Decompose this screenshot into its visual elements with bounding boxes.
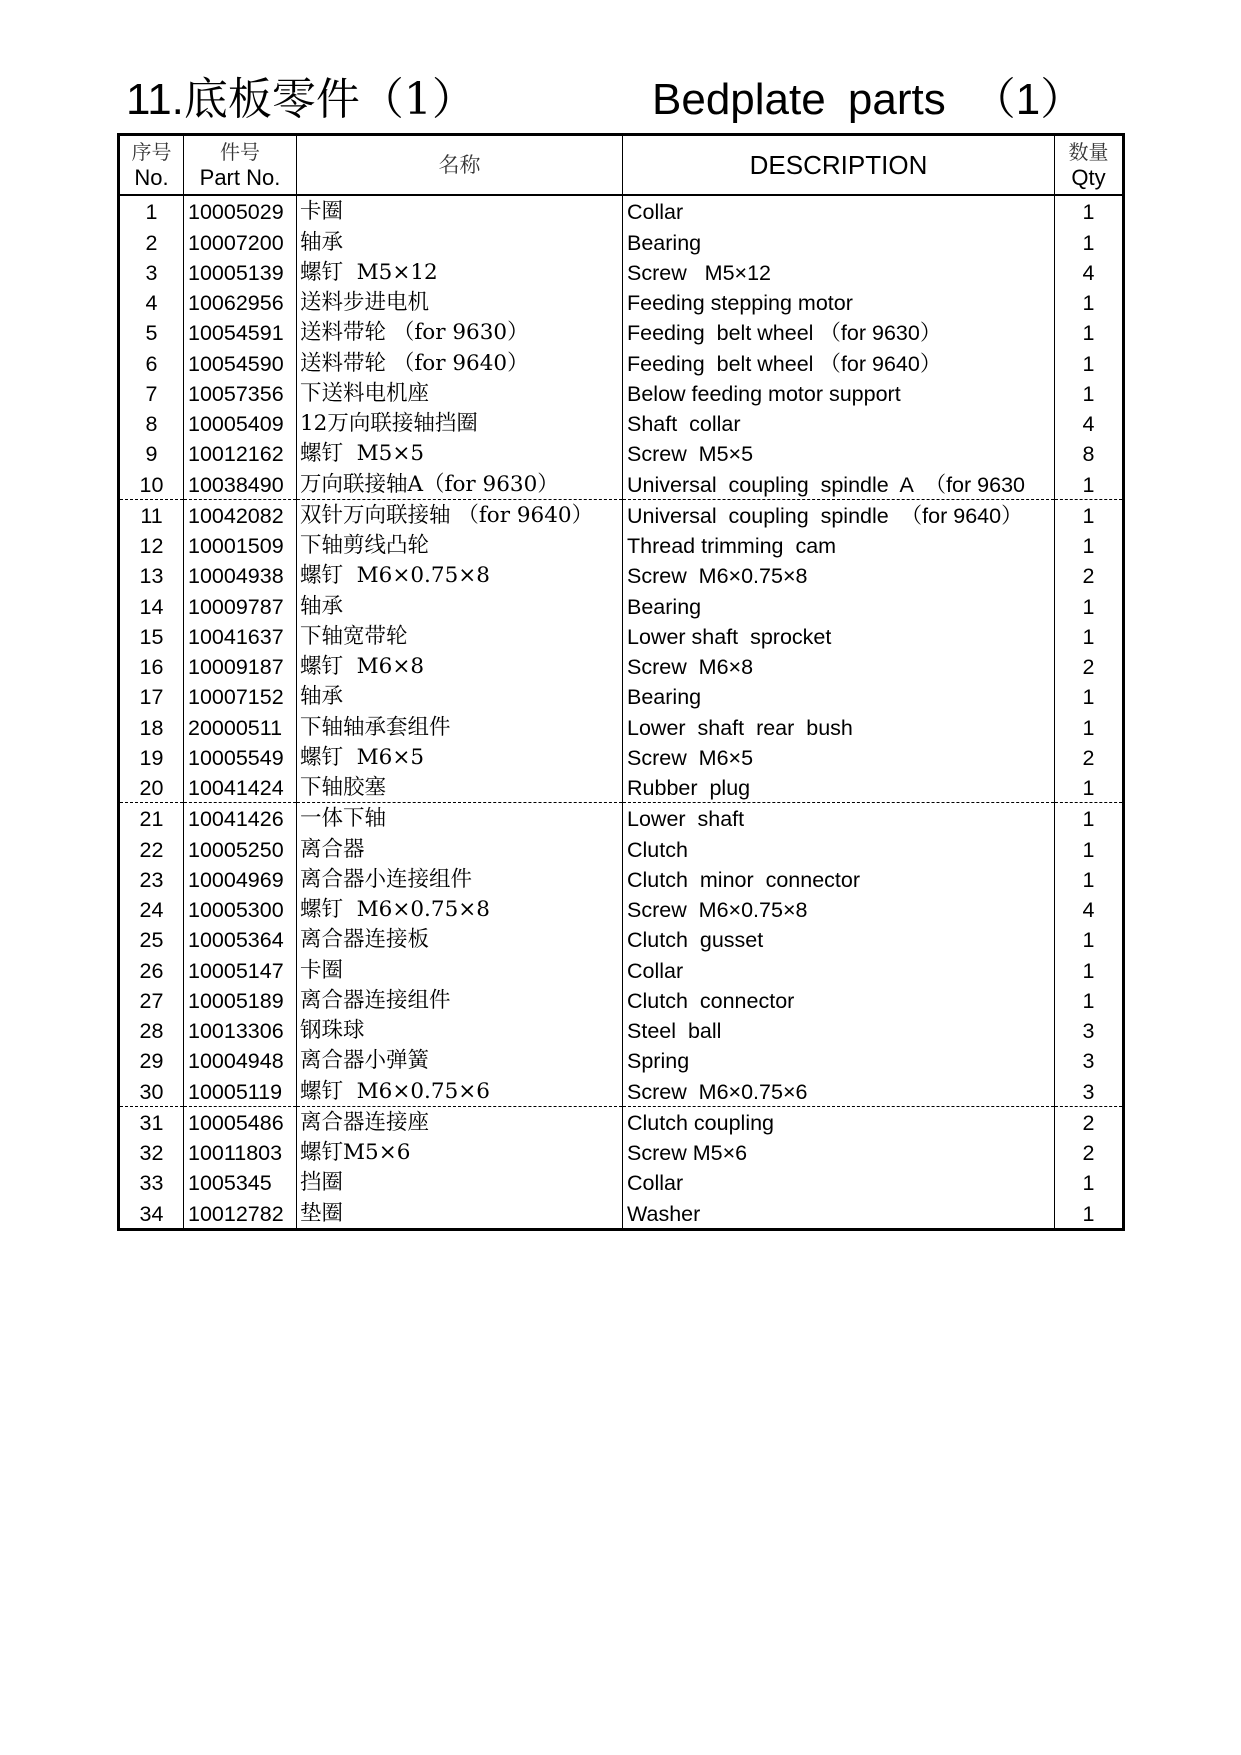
part-number: 10062956 — [184, 287, 297, 317]
row-number: 33 — [119, 1167, 184, 1197]
part-number: 10005119 — [184, 1075, 297, 1106]
description: Screw M5×5 — [623, 438, 1055, 468]
part-number: 10012782 — [184, 1197, 297, 1229]
part-number: 10005250 — [184, 833, 297, 863]
description: Bearing — [623, 226, 1055, 256]
part-number: 10054590 — [184, 347, 297, 377]
part-number: 10007152 — [184, 681, 297, 711]
row-number: 15 — [119, 621, 184, 651]
quantity: 1 — [1055, 378, 1124, 408]
description: Collar — [623, 195, 1055, 226]
part-number: 10007200 — [184, 226, 297, 256]
quantity: 1 — [1055, 681, 1124, 711]
row-number: 18 — [119, 711, 184, 741]
chinese-name: 挡圈 — [297, 1167, 623, 1197]
table-row — [119, 742, 1124, 772]
table-row — [119, 590, 1124, 620]
description: Shaft collar — [623, 408, 1055, 438]
quantity: 1 — [1055, 621, 1124, 651]
chinese-name: 下轴轴承套组件 — [297, 711, 623, 741]
chinese-name: 螺钉 M5×5 — [297, 438, 623, 468]
description: Universal coupling spindle （for 9640） — [623, 499, 1055, 530]
table-row — [119, 317, 1124, 347]
row-number: 21 — [119, 803, 184, 834]
part-number: 10042082 — [184, 499, 297, 530]
part-number: 10009787 — [184, 590, 297, 620]
chinese-name: 下轴宽带轮 — [297, 621, 623, 651]
row-number: 7 — [119, 378, 184, 408]
quantity: 2 — [1055, 560, 1124, 590]
description: Feeding belt wheel （for 9640） — [623, 347, 1055, 377]
quantity: 8 — [1055, 438, 1124, 468]
quantity: 3 — [1055, 1015, 1124, 1045]
quantity: 3 — [1055, 1075, 1124, 1106]
chinese-name: 送料步进电机 — [297, 287, 623, 317]
quantity: 1 — [1055, 530, 1124, 560]
quantity: 1 — [1055, 833, 1124, 863]
chinese-name: 螺钉 M6×0.75×8 — [297, 560, 623, 590]
quantity: 2 — [1055, 742, 1124, 772]
header-part-cn: 件号 — [220, 140, 260, 164]
row-number: 13 — [119, 560, 184, 590]
part-number: 10054591 — [184, 317, 297, 347]
part-number: 10041637 — [184, 621, 297, 651]
quantity: 1 — [1055, 803, 1124, 834]
row-number: 34 — [119, 1197, 184, 1229]
description: Screw M6×0.75×8 — [623, 894, 1055, 924]
description: Rubber plug — [623, 772, 1055, 803]
chinese-name: 离合器小弹簧 — [297, 1045, 623, 1075]
quantity: 2 — [1055, 1106, 1124, 1137]
quantity: 1 — [1055, 195, 1124, 226]
chinese-name: 螺钉 M6×0.75×8 — [297, 894, 623, 924]
quantity: 1 — [1055, 924, 1124, 954]
header-description: DESCRIPTION — [623, 135, 1055, 196]
chinese-name: 螺钉 M6×8 — [297, 651, 623, 681]
quantity: 4 — [1055, 257, 1124, 287]
quantity: 1 — [1055, 317, 1124, 347]
row-number: 25 — [119, 924, 184, 954]
part-number: 1005345 — [184, 1167, 297, 1197]
row-number: 2 — [119, 226, 184, 256]
part-number: 10005147 — [184, 954, 297, 984]
part-number: 10005549 — [184, 742, 297, 772]
chinese-name: 垫圈 — [297, 1197, 623, 1229]
quantity: 4 — [1055, 408, 1124, 438]
table-row — [119, 530, 1124, 560]
quantity: 4 — [1055, 894, 1124, 924]
chinese-name: 双针万向联接轴 （for 9640） — [297, 499, 623, 530]
chinese-name: 离合器连接座 — [297, 1106, 623, 1137]
chinese-name: 卡圈 — [297, 195, 623, 226]
quantity: 1 — [1055, 954, 1124, 984]
description: Bearing — [623, 681, 1055, 711]
part-number: 10005486 — [184, 1106, 297, 1137]
row-number: 20 — [119, 772, 184, 803]
parts-table-body — [119, 195, 1124, 1229]
table-row — [119, 195, 1124, 226]
table-row — [119, 1106, 1124, 1137]
part-number: 10038490 — [184, 468, 297, 499]
row-number: 24 — [119, 894, 184, 924]
part-number: 20000511 — [184, 711, 297, 741]
table-row — [119, 1137, 1124, 1167]
table-row — [119, 257, 1124, 287]
title-english-text: Bedplate parts — [652, 75, 946, 124]
row-number: 27 — [119, 985, 184, 1015]
row-number: 5 — [119, 317, 184, 347]
chinese-name: 下轴剪线凸轮 — [297, 530, 623, 560]
part-number: 10041424 — [184, 772, 297, 803]
part-number: 10013306 — [184, 1015, 297, 1045]
chinese-name: 轴承 — [297, 590, 623, 620]
part-number: 10011803 — [184, 1137, 297, 1167]
table-row — [119, 894, 1124, 924]
table-row — [119, 1075, 1124, 1106]
quantity: 1 — [1055, 287, 1124, 317]
chinese-name: 离合器小连接组件 — [297, 864, 623, 894]
title-english-number: （1） — [971, 75, 1085, 124]
header-qty-cn: 数量 — [1068, 140, 1109, 164]
row-number: 9 — [119, 438, 184, 468]
row-number: 32 — [119, 1137, 184, 1167]
part-number: 10009187 — [184, 651, 297, 681]
page-title-english — [652, 74, 1084, 126]
table-row — [119, 803, 1124, 834]
description: Lower shaft sprocket — [623, 621, 1055, 651]
part-number: 10004948 — [184, 1045, 297, 1075]
description: Screw M5×6 — [623, 1137, 1055, 1167]
row-number: 23 — [119, 864, 184, 894]
table-row — [119, 287, 1124, 317]
chinese-name: 下轴胶塞 — [297, 772, 623, 803]
row-number: 28 — [119, 1015, 184, 1045]
table-row — [119, 560, 1124, 590]
title-chinese-text: 底板零件（1） — [183, 74, 476, 125]
table-header-row — [119, 135, 1124, 196]
part-number: 10041426 — [184, 803, 297, 834]
row-number: 1 — [119, 195, 184, 226]
table-row — [119, 772, 1124, 803]
description: Screw M6×8 — [623, 651, 1055, 681]
table-row — [119, 468, 1124, 499]
row-number: 16 — [119, 651, 184, 681]
row-number: 4 — [119, 287, 184, 317]
table-row — [119, 651, 1124, 681]
header-part-en: Part No. — [199, 165, 281, 190]
table-row — [119, 438, 1124, 468]
table-row — [119, 924, 1124, 954]
row-number: 30 — [119, 1075, 184, 1106]
part-number: 10012162 — [184, 438, 297, 468]
description: Spring — [623, 1045, 1055, 1075]
chinese-name: 螺钉 M6×0.75×6 — [297, 1075, 623, 1106]
chinese-name: 轴承 — [297, 226, 623, 256]
chinese-name: 一体下轴 — [297, 803, 623, 834]
table-row — [119, 621, 1124, 651]
quantity: 2 — [1055, 651, 1124, 681]
part-number: 10057356 — [184, 378, 297, 408]
part-number: 10005409 — [184, 408, 297, 438]
quantity: 1 — [1055, 772, 1124, 803]
description: Feeding stepping motor — [623, 287, 1055, 317]
chinese-name: 万向联接轴A（for 9630） — [297, 468, 623, 499]
table-row — [119, 681, 1124, 711]
table-row — [119, 864, 1124, 894]
chinese-name: 螺钉 M5×12 — [297, 257, 623, 287]
quantity: 1 — [1055, 468, 1124, 499]
header-no-en: No. — [134, 165, 169, 190]
quantity: 1 — [1055, 347, 1124, 377]
table-row — [119, 954, 1124, 984]
part-number: 10004938 — [184, 560, 297, 590]
row-number: 31 — [119, 1106, 184, 1137]
description: Bearing — [623, 590, 1055, 620]
chinese-name: 送料带轮 （for 9640） — [297, 347, 623, 377]
quantity: 2 — [1055, 1137, 1124, 1167]
quantity: 1 — [1055, 1167, 1124, 1197]
description: Thread trimming cam — [623, 530, 1055, 560]
quantity: 1 — [1055, 864, 1124, 894]
header-no — [119, 135, 184, 196]
page-title-chinese — [126, 74, 476, 126]
header-part-no — [184, 135, 297, 196]
description: Clutch — [623, 833, 1055, 863]
description: Below feeding motor support — [623, 378, 1055, 408]
row-number: 11 — [119, 499, 184, 530]
description: Clutch gusset — [623, 924, 1055, 954]
chinese-name: 下送料电机座 — [297, 378, 623, 408]
description: Collar — [623, 954, 1055, 984]
table-row — [119, 711, 1124, 741]
row-number: 10 — [119, 468, 184, 499]
row-number: 3 — [119, 257, 184, 287]
row-number: 26 — [119, 954, 184, 984]
description: Screw M6×5 — [623, 742, 1055, 772]
header-qty-en: Qty — [1071, 165, 1106, 190]
part-number: 10005139 — [184, 257, 297, 287]
row-number: 8 — [119, 408, 184, 438]
chinese-name: 卡圈 — [297, 954, 623, 984]
table-row — [119, 1197, 1124, 1229]
chinese-name: 轴承 — [297, 681, 623, 711]
row-number: 22 — [119, 833, 184, 863]
part-number: 10005029 — [184, 195, 297, 226]
chinese-name: 离合器连接板 — [297, 924, 623, 954]
row-number: 14 — [119, 590, 184, 620]
table-row — [119, 408, 1124, 438]
chinese-name: 离合器连接组件 — [297, 985, 623, 1015]
quantity: 1 — [1055, 226, 1124, 256]
table-row — [119, 833, 1124, 863]
chinese-name: 螺钉M5×6 — [297, 1137, 623, 1167]
header-no-cn: 序号 — [131, 140, 172, 164]
header-name-cn: 名称 — [297, 135, 623, 196]
table-row — [119, 226, 1124, 256]
table-row — [119, 985, 1124, 1015]
table-row — [119, 1045, 1124, 1075]
chinese-name: 钢珠球 — [297, 1015, 623, 1045]
description: Washer — [623, 1197, 1055, 1229]
section-number: 11. — [126, 75, 184, 124]
description: Lower shaft — [623, 803, 1055, 834]
chinese-name: 离合器 — [297, 833, 623, 863]
quantity: 1 — [1055, 1197, 1124, 1229]
description: Clutch coupling — [623, 1106, 1055, 1137]
description: Screw M5×12 — [623, 257, 1055, 287]
table-row — [119, 347, 1124, 377]
quantity: 1 — [1055, 711, 1124, 741]
part-number: 10005300 — [184, 894, 297, 924]
description: Feeding belt wheel （for 9630） — [623, 317, 1055, 347]
part-number: 10001509 — [184, 530, 297, 560]
row-number: 17 — [119, 681, 184, 711]
description: Steel ball — [623, 1015, 1055, 1045]
part-number: 10005364 — [184, 924, 297, 954]
quantity: 1 — [1055, 499, 1124, 530]
description: Clutch connector — [623, 985, 1055, 1015]
description: Clutch minor connector — [623, 864, 1055, 894]
row-number: 29 — [119, 1045, 184, 1075]
quantity: 1 — [1055, 985, 1124, 1015]
description: Universal coupling spindle A （for 9630 — [623, 468, 1055, 499]
row-number: 12 — [119, 530, 184, 560]
part-number: 10004969 — [184, 864, 297, 894]
part-number: 10005189 — [184, 985, 297, 1015]
chinese-name: 送料带轮 （for 9630） — [297, 317, 623, 347]
quantity: 3 — [1055, 1045, 1124, 1075]
parts-table — [117, 133, 1125, 1231]
description: Lower shaft rear bush — [623, 711, 1055, 741]
description: Screw M6×0.75×6 — [623, 1075, 1055, 1106]
description: Screw M6×0.75×8 — [623, 560, 1055, 590]
table-row — [119, 1167, 1124, 1197]
row-number: 19 — [119, 742, 184, 772]
row-number: 6 — [119, 347, 184, 377]
table-row — [119, 1015, 1124, 1045]
quantity: 1 — [1055, 590, 1124, 620]
chinese-name: 螺钉 M6×5 — [297, 742, 623, 772]
table-row — [119, 499, 1124, 530]
description: Collar — [623, 1167, 1055, 1197]
chinese-name: 12万向联接轴挡圈 — [297, 408, 623, 438]
table-row — [119, 378, 1124, 408]
header-qty — [1055, 135, 1124, 196]
